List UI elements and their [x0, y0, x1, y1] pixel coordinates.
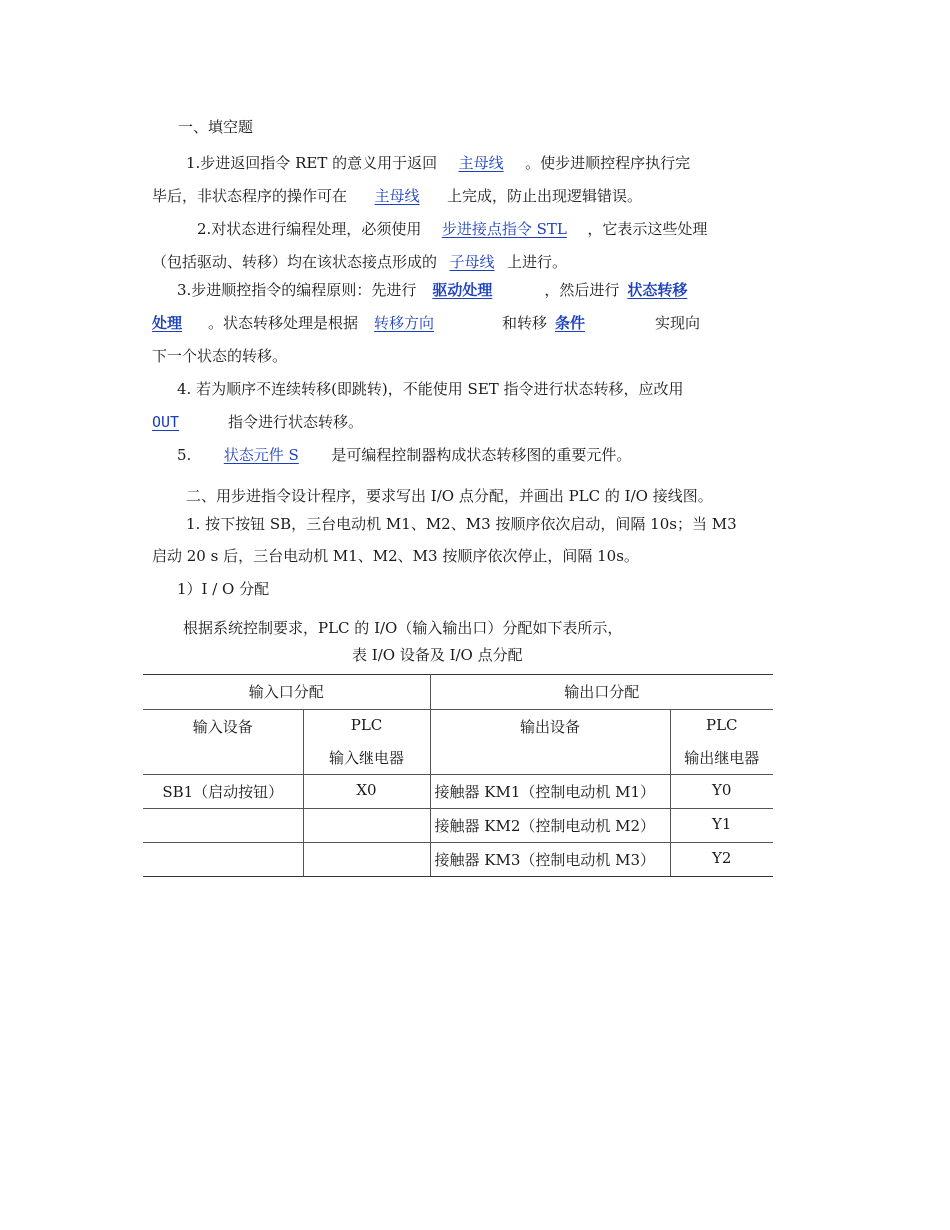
q5-text-b: 是可编程控制器构成状态转移图的重要元件。	[331, 446, 632, 464]
cell-in-device: SB1（启动按钮）	[143, 775, 303, 809]
q3-text-e: 实现向	[655, 314, 701, 332]
q2-text-b: ，它表示这些处理	[587, 220, 708, 238]
task1-line2: 启动 20 s 后，三台电动机 M1、M2、M3 按顺序依次停止，间隔 10s。	[152, 547, 639, 565]
q2-text-c: （包括驱动、转移）均在该状态接点形成的	[152, 253, 438, 271]
cell-out-relay: Y0	[670, 775, 773, 809]
q3-answer-3: 转移方向	[374, 314, 435, 332]
col-in-relay-header-line2: 输入继电器	[328, 749, 404, 767]
q1-text-b: 。使步进顺控程序执行完	[525, 154, 691, 172]
section2-heading: 二、用步进指令设计程序，要求写出 I/O 点分配，并画出 PLC 的 I/O 接线图。	[186, 487, 713, 505]
q1-text-d: 上完成，防止出现逻辑错误。	[447, 187, 643, 205]
cell-out-relay: Y1	[670, 809, 773, 843]
col-out-relay-header	[670, 710, 773, 775]
cell-in-relay	[303, 809, 430, 843]
q3-text-a: 3.步进顺控指令的编程原则：先进行	[177, 281, 417, 299]
cell-out-device: 接触器 KM1（控制电动机 M1）	[430, 775, 670, 809]
q4-text-b: 指令进行状态转移。	[228, 413, 364, 431]
col-in-relay-header	[303, 710, 430, 775]
q5-text-a: 5.	[177, 446, 192, 464]
q1-text-c: 毕后，非状态程序的操作可在	[152, 187, 348, 205]
q2-answer-1: 步进接点指令 STL	[441, 220, 567, 238]
task1-line1: 1. 按下按钮 SB，三台电动机 M1、M2、M3 按顺序依次启动，间隔 10s；当 M3	[186, 515, 737, 533]
q4-line2	[152, 412, 363, 432]
table-row	[143, 843, 773, 877]
q3-line1	[177, 280, 687, 300]
q1-line1	[186, 153, 690, 173]
q3-text-b: ，然后进行	[544, 281, 620, 299]
cell-out-device: 接触器 KM3（控制电动机 M3）	[430, 843, 670, 877]
cell-in-relay: X0	[303, 775, 430, 809]
q5-answer-1: 状态元件 S	[223, 446, 299, 464]
table-caption: 表 I/O 设备及 I/O 点分配	[352, 646, 523, 664]
q1-answer-2: 主母线	[374, 187, 420, 205]
q2-line1	[197, 219, 707, 239]
q4-answer-1: OUT	[152, 413, 180, 431]
col-in-relay-header-line1: PLC	[350, 716, 383, 734]
table-intro: 根据系统控制要求，PLC 的 I/O（输入输出口）分配如下表所示，	[183, 619, 623, 637]
cell-in-relay	[303, 843, 430, 877]
q1-line2	[152, 186, 642, 206]
col-out-relay-header-line1: PLC	[705, 716, 738, 734]
cell-in-device	[143, 843, 303, 877]
q3-answer-2b: 处理	[152, 314, 183, 332]
table-group-header-row	[143, 675, 773, 710]
group-input-header: 输入口分配	[143, 675, 430, 710]
q1-answer-1: 主母线	[458, 154, 504, 172]
cell-out-device: 接触器 KM2（控制电动机 M2）	[430, 809, 670, 843]
group-output-header: 输出口分配	[430, 675, 773, 710]
q4-line1: 4. 若为顺序不连续转移(即跳转)，不能使用 SET 指令进行状态转移，应改用	[177, 380, 684, 398]
q5-line1	[177, 445, 631, 465]
table-column-header-row	[143, 710, 773, 775]
q2-line2	[152, 252, 567, 272]
q2-text-d: 上进行。	[507, 253, 568, 271]
q3-answer-2a: 状态转移	[627, 281, 688, 299]
q3-line2	[152, 313, 700, 333]
col-out-relay-header-line2: 输出继电器	[684, 749, 760, 767]
q1-text-a: 1.步进返回指令 RET 的意义用于返回	[186, 154, 438, 172]
cell-out-relay: Y2	[670, 843, 773, 877]
col-in-device-header: 输入设备	[143, 710, 303, 775]
q3-text-c: 。状态转移处理是根据	[208, 314, 359, 332]
table-row	[143, 809, 773, 843]
table-row	[143, 775, 773, 809]
q2-text-a2: 2.对状态进行编程处理，必须使用	[197, 220, 422, 238]
sub1-heading: 1）I / O 分配	[177, 580, 270, 598]
q3-answer-4: 条件	[555, 314, 586, 332]
q3-text-d: 和转移	[502, 314, 548, 332]
section1-heading: 一、填空题	[178, 118, 254, 136]
col-out-device-header: 输出设备	[430, 710, 670, 775]
q2-answer-2: 子母线	[449, 253, 495, 271]
q3-answer-1: 驱动处理	[432, 281, 493, 299]
io-allocation-table	[143, 674, 773, 877]
q3-line3: 下一个状态的转移。	[152, 347, 288, 365]
cell-in-device	[143, 809, 303, 843]
